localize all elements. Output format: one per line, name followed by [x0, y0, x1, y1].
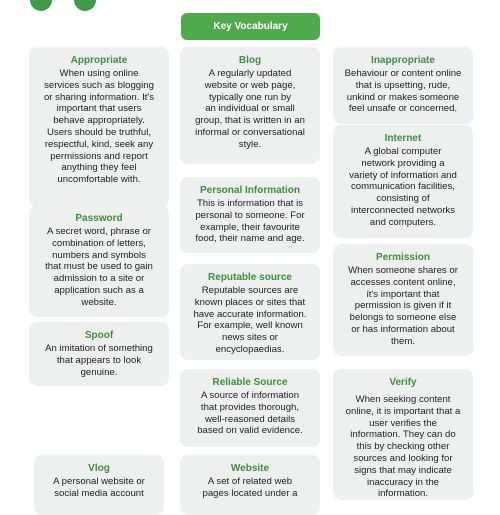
vocab-card-permission [333, 244, 473, 356]
vocab-definition: A personal website or social media account [53, 476, 145, 499]
vocab-definition: When using online services such as blogging or sharing information. It's important that users behave appropriately. Users should be truthful, respectful, kind, seek any permissions and report anything they feel uncomfortable with. [43, 68, 155, 186]
vocab-term: Permission [376, 252, 430, 263]
vocab-card-reliable-source [180, 369, 320, 447]
vocab-definition: When someone shares or accesses content online, it's important that permission is given if it belongs to someone else or has information about them. [348, 265, 458, 347]
vocab-term: Personal Information [199, 185, 300, 196]
vocab-card-inappropriate [333, 47, 473, 124]
key-vocabulary-heading: Key Vocabulary [181, 13, 320, 40]
vocab-card-appropriate [29, 47, 169, 207]
vocab-term: Appropriate [70, 55, 128, 66]
vocab-card-blog [180, 47, 320, 164]
vocab-term: Spoof [84, 330, 114, 341]
vocab-term: Internet [384, 133, 422, 144]
vocab-term: Inappropriate [371, 55, 435, 66]
vocab-term: Verify [389, 377, 417, 388]
vocab-definition: A regularly updated website or web page, typically one run by an individual or small group, that is written in an informal or conversational style. [195, 68, 305, 150]
vocab-term: Blog [238, 55, 262, 66]
decorative-circle-left [30, 0, 52, 11]
vocab-definition: Behaviour or content online that is upsetting, rude, unkind or makes someone feel unsafe or concerned. [344, 68, 462, 115]
vocab-definition: A global computer network providing a variety of information and communication facilities, consisting of interconnected networks and computers. [349, 146, 457, 228]
vocab-term: Reliable Source [212, 377, 288, 388]
vocab-card-personal-information [180, 177, 320, 253]
vocab-definition: This is information that is personal to someone. For example, their favourite food, their name and age. [195, 198, 305, 245]
vocab-card-spoof [29, 322, 169, 386]
decorative-circle-right [74, 0, 96, 11]
vocab-card-verify [333, 369, 473, 500]
vocab-definition: When seeking content online, it is important that a user verifies the information. They can do this by checking other sources and looking for signs that may indicate inaccuracy in the information. [345, 394, 461, 500]
vocab-card-website [180, 455, 320, 515]
vocab-definition: A secret word, phrase or combination of letters, numbers and symbols that must be used to gain admission to a site or application such as a website. [45, 226, 153, 308]
vocab-card-password [29, 205, 169, 317]
vocab-term: Reputable source [208, 272, 292, 283]
vocab-definition: Reputable sources are known places or sites that have accurate information. For example, well known news sites or encyclopaedias. [193, 285, 307, 355]
vocab-term: Vlog [88, 463, 110, 474]
vocab-card-internet [333, 125, 473, 238]
vocab-definition: A source of information that provides thorough, well-reasoned details based on valid evidence. [197, 390, 303, 437]
vocab-card-vlog [34, 455, 164, 515]
vocab-definition: A set of related web pages located under a [202, 476, 298, 499]
vocab-term: Password [75, 213, 123, 224]
vocab-term: Website [230, 463, 270, 474]
vocab-card-reputable-source [180, 264, 320, 360]
vocab-definition: An imitation of something that appears to look genuine. [45, 343, 153, 378]
